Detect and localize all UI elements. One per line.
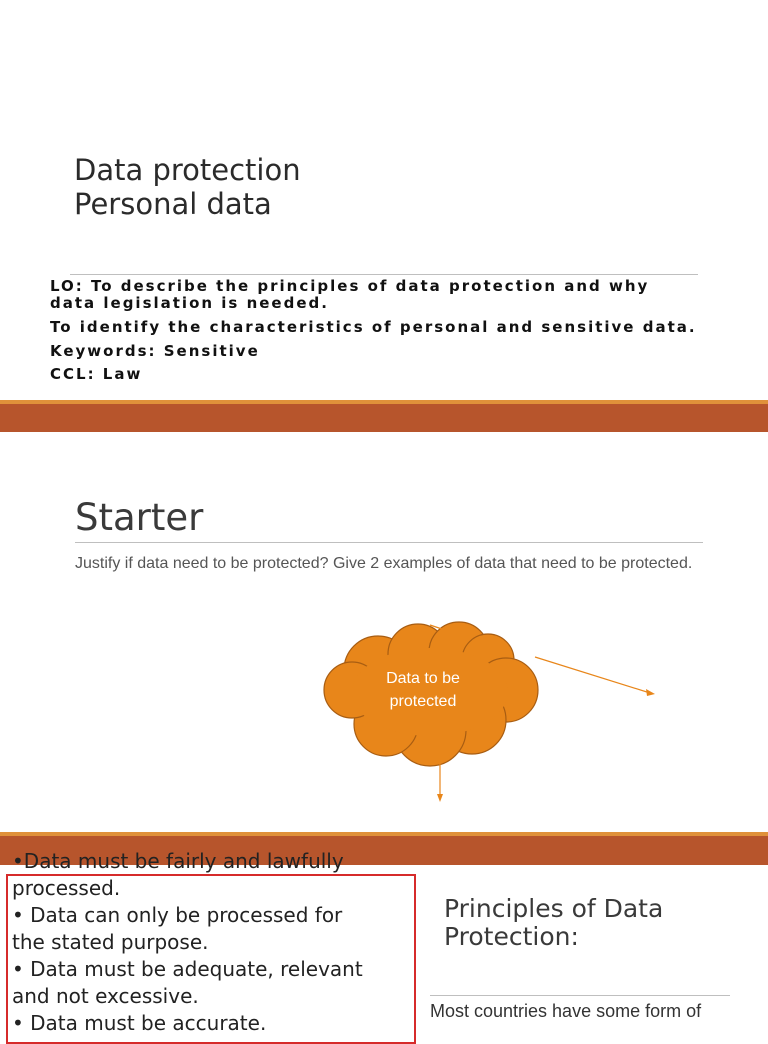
cloud-label [363,667,483,713]
slide-title-line-1: Data protection [74,153,301,187]
principles-body-text: Most countries have some form of [430,1001,702,1021]
slide-separator-bar [0,400,768,432]
starter-diagram [0,432,768,832]
learning-objective-line-2: data legislation is needed. [50,294,329,312]
separator-accent-2 [0,832,768,836]
principles-title [444,895,744,951]
cloud-label-line-1: Data to be [386,670,460,687]
arrow-right-head [646,689,655,696]
slide-title [0,0,768,400]
starter-question: Justify if data need to be protected? Give 2 examples of data that need to be protected. [75,555,693,572]
cloud-label-line-2: protected [389,693,457,710]
learning-objective-line-1: LO: To describe the principles of data protection and why [50,277,650,295]
bullet-line: • Data must be accurate. [12,1011,267,1035]
starter-title: Starter [75,496,204,539]
slide-starter [0,432,768,832]
slide-title-line-2: Personal data [74,187,272,221]
arrow-down-head [437,794,443,802]
bullet-line: •Data must be fairly and lawfully [12,849,344,873]
principles-divider [430,995,730,996]
bullet-line: the stated purpose. [12,930,209,954]
separator-accent [0,400,768,404]
bullet-line: • Data can only be processed for [12,903,343,927]
arrow-right [535,657,650,693]
learning-objective-identify: To identify the characteristics of personal and sensitive data. [50,318,697,336]
keywords-text: Keywords: Sensitive [50,342,260,360]
ccl-text: CCL: Law [50,365,143,383]
principles-title-line-2: Protection: [444,922,579,951]
principles-title-line-1: Principles of Data [444,894,664,923]
title-divider [70,274,698,275]
highlight-box [6,874,416,1044]
slide-principles [0,849,768,1035]
bullet-line: and not excessive. [12,984,199,1008]
bullet-line: processed. [12,876,121,900]
bullet-line: • Data must be adequate, relevant [12,957,363,981]
